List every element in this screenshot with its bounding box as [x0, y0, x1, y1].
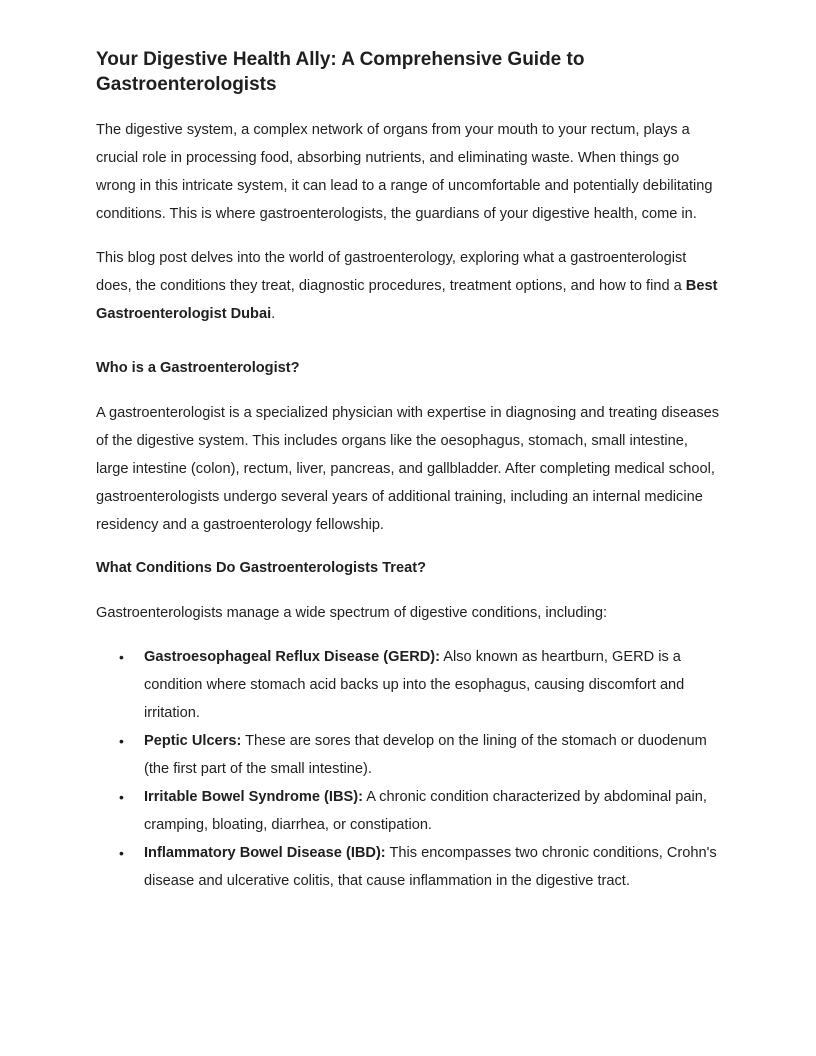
list-item-term: Peptic Ulcers: [144, 733, 242, 749]
page-title: Your Digestive Health Ally: A Comprehensive Guide to Gastroenterologists [96, 49, 585, 95]
list-item-text: This encompasses two chronic conditions, Crohn's disease and ulcerative colitis, that cause inflammation in the digestive tract. [144, 845, 717, 889]
list-item [96, 727, 720, 783]
list-item-text: These are sores that develop on the lining of the stomach or duodenum (the first part of the small intestine). [144, 733, 707, 777]
list-item-text: A chronic condition characterized by abdominal pain, cramping, bloating, diarrhea, or constipation. [144, 789, 707, 833]
section-heading-who: Who is a Gastroenterologist? [96, 360, 300, 376]
list-item [96, 783, 720, 839]
list-item [96, 839, 720, 895]
intro-paragraph: The digestive system, a complex network of organs from your mouth to your rectum, plays a crucial role in processing food, absorbing nutrients, and eliminating waste. When things go wrong in this intricate system, it can lead to a range of uncomfortable and potentially debilitating conditions. This is where gastroenterologists, the guardians of your digestive health, come in. [96, 122, 713, 222]
intro-text: This blog post delves into the world of gastroenterology, exploring what a gastroenterologist does, the conditions they treat, diagnostic procedures, treatment options, and how to find a [96, 250, 687, 294]
list-item-text: Also known as heartburn, GERD is a condition where stomach acid backs up into the esophagus, causing discomfort and irritation. [144, 649, 685, 721]
section-body-who: A gastroenterologist is a specialized physician with expertise in diagnosing and treating diseases of the digestive system. This includes organs like the oesophagus, stomach, small intestine, large intestine (colon), rectum, liver, pancreas, and gallbladder. After completing medical school, gastroenterologists undergo several years of additional training, including an internal medicine residency and a gastroenterology fellowship. [96, 405, 720, 533]
highlight-keyword: Best Gastroenterologist Dubai [96, 278, 718, 322]
list-item-term: Inflammatory Bowel Disease (IBD): [144, 845, 386, 861]
intro-text-end: . [271, 306, 276, 322]
bullet-icon: • [119, 789, 124, 805]
bullet-icon: • [119, 733, 124, 749]
list-item-term: Gastroesophageal Reflux Disease (GERD): [144, 649, 441, 665]
section-heading-conditions: What Conditions Do Gastroenterologists Treat? [96, 560, 426, 576]
bullet-icon: • [119, 845, 124, 861]
list-item [96, 643, 720, 727]
bullet-icon: • [119, 649, 124, 665]
conditions-list [96, 643, 720, 895]
list-item-term: Irritable Bowel Syndrome (IBS): [144, 789, 363, 805]
document-page [96, 47, 720, 895]
intro-paragraph-2 [96, 244, 720, 328]
section-intro-conditions: Gastroenterologists manage a wide spectrum of digestive conditions, including: [96, 605, 608, 621]
